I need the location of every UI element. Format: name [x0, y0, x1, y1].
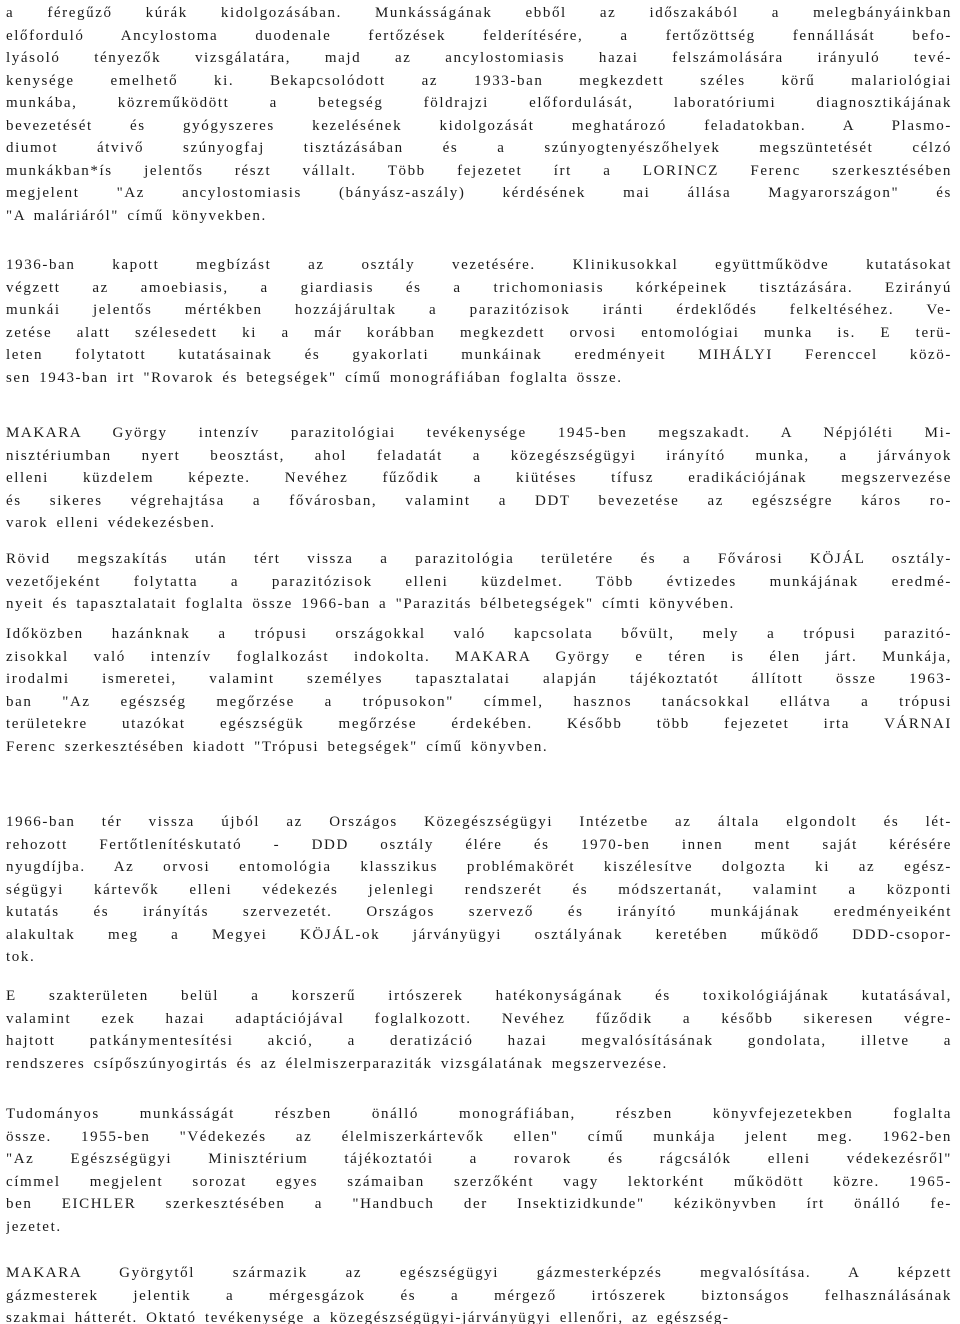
text-line: gázmesterek jelentik a mérgesgázok és a mérgező irtószerek biztonságos felhasználásának [6, 1287, 952, 1304]
text-line: varok elleni védekezésben. [6, 515, 216, 531]
text-line: munkákban*ís jelentős részt vállalt. Több fejezetet írt a LORINCZ Ferenc szerkesztésében [6, 162, 952, 179]
text-line: végzett az amoebiasis, a giardiasis és a trichomoniasis kórképeinek tisztázására. Ezirányú [6, 279, 952, 296]
text-line: rendszeres csípőszúnyogirtás és az élelmiszerparaziták vizsgálatának megszervezése. [6, 1055, 668, 1072]
text-line: ben EICHLER szerkesztésében a "Handbuch der Insektizidkunde" kézikönyvben írt önálló fe- [6, 1196, 952, 1212]
text-line: zisokkal való intenzív foglalkozást indokolta. MAKARA György e téren is élen járt. Munkája, [6, 648, 952, 665]
text-line: megjelent "Az ancylostomiasis (bányász-aszály) kérdésének mai állása Magyarországon" és [6, 185, 952, 201]
text-line: területekre utazókat egészségük megőrzése érdekében. Később több fejezetet irta VÁRNAI [6, 716, 952, 732]
text-line: rehozott Fertőtlenítéskutató - DDD osztály élére és 1970-ben innen ment saját kérésére [6, 836, 952, 853]
text-line: kutatás és irányítás szervezetét. Országos szervező és irányító munkájának eredményeiként [6, 904, 952, 920]
text-line: hajtott patkánymentesítési akció, a deratizáció hazai megvalósításának gondolata, illetve a [6, 1033, 952, 1049]
text-line: nisztériumban nyert beosztást, ahol feladatát a közegészségügyi irányító munka, a járványok [6, 447, 952, 464]
text-line: címmel megjelent sorozat egyes számaiban szerzőként vagy lektorként működött közre. 1965- [6, 1173, 952, 1190]
text-line: tok. [6, 949, 36, 965]
text-line: 1966-ban tér vissza újból az Országos Közegészségügyi Intézetbe az általa elgondolt és lét- [6, 814, 952, 830]
text-line: "A maláriáról" című könyvekben. [6, 207, 267, 224]
text-line: és sikeres végrehajtása a fővárosban, valamint a DDT bevezetése az egészségre káros ro- [6, 492, 952, 509]
text-line: MAKARA Györgytől származik az egészségügyi gázmesterképzés megvalósítása. A képzett [6, 1265, 952, 1281]
text-line: valamint ezek hazai adaptációjával foglalkozott. Nevéhez fűződik a később sikeresen végre- [6, 1010, 952, 1027]
text-line: bevezetését és gyógyszeres kezelésének kidolgozását meghatározó feladatokban. A Plasmo- [6, 117, 952, 134]
text-line: alakultak meg a Megyei KÖJÁL-ok járványügyi osztályának keretében működő DDD-csopor- [6, 926, 952, 943]
text-line: 1936-ban kapott megbízást az osztály vezetésére. Klinikusokkal együttműködve kutatásokat [6, 257, 952, 273]
text-line: nyugdíjba. Az orvosi entomológia klasszikus problémakörét kiszélesítve dolgozta ki az egész- [6, 859, 952, 875]
text-line: E szakterületen belül a korszerű irtószerek hatékonyságának és toxikológiájának kutatásával, [6, 988, 952, 1004]
text-line: Időközben hazánknak a trópusi országokkal való kapcsolata bővült, mely a trópusi parazitó- [6, 626, 952, 642]
text-line: diumot átvivő szúnyogfaj tisztázásában és a szúnyogtenyészőhelyek megszüntetését célzó [6, 140, 952, 156]
text-line: "Az Egészségügyi Minisztérium tájékoztatói a rovarok és rágcsálók elleni védekezésről" [6, 1151, 952, 1167]
text-line: kenysége emelhető ki. Bekapcsolódott az 1933-ban megkezdett széles körű malariológiai [6, 72, 952, 89]
text-line: sen 1943-ban irt "Rovarok és betegségek" című monográfiában foglalta össze. [6, 369, 623, 386]
text-line: MAKARA György intenzív parazitológiai tevékenysége 1945-ben megszakadt. A Népjóléti Mi- [6, 425, 952, 441]
text-line: munkába, közreműködött a betegség földrajzi előfordulását, laboratóriumi diagnosztikájának [6, 95, 952, 111]
text-line: előforduló Ancylostoma duodenale fertőzések felderítésére, a fertőzöttség fennállását befo- [6, 27, 952, 44]
text-line: leten folytatott kutatásainak és gyakorlati munkáinak eredményeit MIHÁLYI Ferenccel közö- [6, 347, 952, 363]
text-line: zetése alatt szélesedett ki a már korábban megkezdett orvosi entomológiai munka is. E terü- [6, 324, 952, 341]
text-line: a féregűző kúrák kidolgozásában. Munkásságának ebből az időszakából a melegbányáinkban [6, 5, 952, 21]
text-line: össze. 1955-ben "Védekezés az élelmiszerkártevők ellen" című munkája jelent meg. 1962-ben [6, 1128, 952, 1145]
text-line: munkái jelentős mértékben hozzájárultak a parazitózisok iránti érdeklődés felkeltéséhez. Ve- [6, 302, 952, 318]
text-line: vezetőjeként folytatta a parazitózisok elleni küzdelmet. Több évtizedes munkájának eredmé- [6, 573, 952, 590]
text-line: ségügyi kártevők elleni védekezés jelenlegi rendszerét és módszertanát, valamint a központi [6, 881, 952, 898]
text-line: nyeit és tapasztalatait foglalta össze 1966-ban a "Parazitás bélbetegségek" címti könyvében. [6, 596, 735, 612]
text-line: elleni küzdelem képezte. Nevéhez fűződik a kiütéses tífusz eradikációjának megszervezése [6, 470, 952, 486]
text-line: irodalmi ismeretei, valamint személyes tapasztalatai alapján tájékoztatót állított össze 1963- [6, 671, 952, 687]
text-line: Ferenc szerkesztésében kiadott "Trópusi betegségek" című könyvben. [6, 738, 549, 755]
text-line: Rövid megszakítás után tért vissza a parazitológia területére és a Fővárosi KÖJÁL osztály- [6, 551, 952, 567]
text-line: jezetet. [6, 1218, 62, 1235]
text-line: lyásoló tényezők vizsgálatára, majd az ancylostomiasis hazai felszámolására irányuló tevé- [6, 50, 952, 66]
text-line: ban "Az egészség megőrzése a trópusokon" címmel, hasznos tanácsokkal ellátva a trópusi [6, 693, 952, 710]
text-line: szakmai hátterét. Oktató tevékenysége a közegészségügyi-járványügyi ellenőri, az egészség- [6, 1310, 730, 1324]
text-line: Tudományos munkásságát részben önálló monográfiában, részben könyvfejezetekben foglalta [6, 1106, 952, 1122]
